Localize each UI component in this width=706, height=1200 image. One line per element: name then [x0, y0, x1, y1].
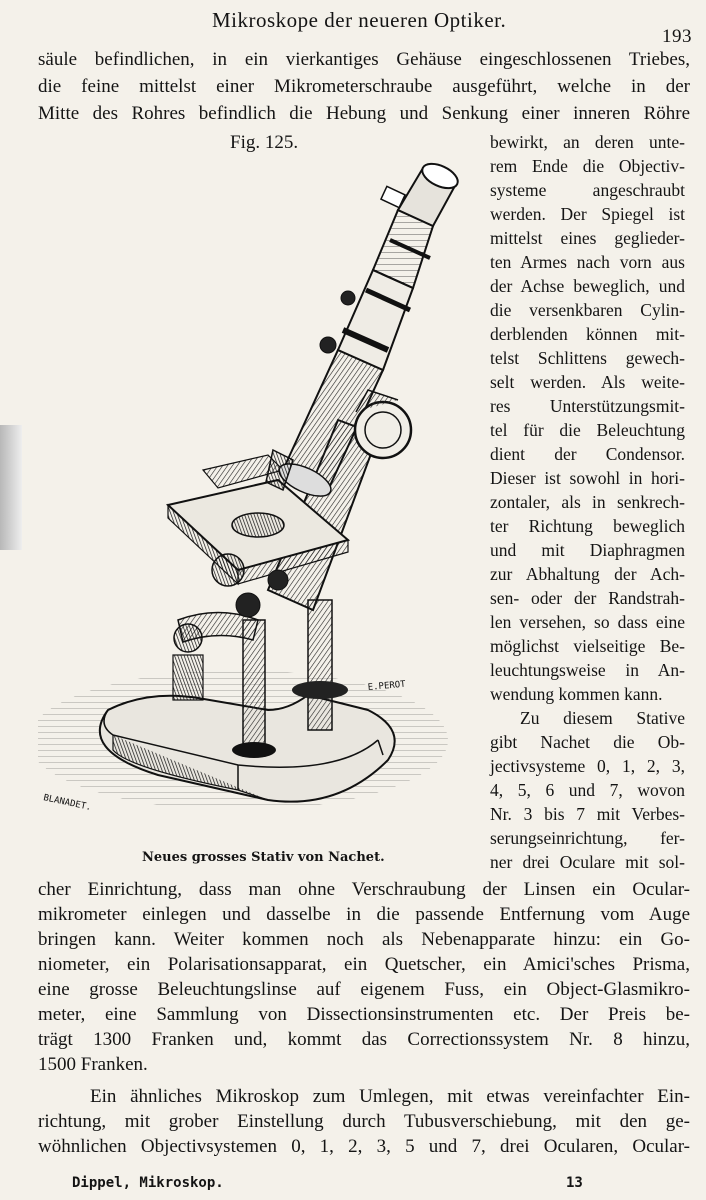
figure-caption: Neues grosses Stativ von Nachet. [142, 850, 385, 865]
column-line: serungseinrichtung, fer- [490, 828, 685, 848]
text-line: trägt 1300 Franken und, kommt das Correctionssystem Nr. 8 hinzu, [38, 1029, 690, 1050]
column-line: möglichst vielseitige Be- [490, 636, 685, 656]
text-line: eine grosse Beleuchtungslinse auf eigenem Fuss, ein Object-Glasmikro- [38, 979, 690, 1000]
column-line: bewirkt, an deren unte- [490, 132, 685, 152]
column-line: leuchtungsweise in An- [490, 660, 685, 680]
column-line: len versehen, so dass eine [490, 612, 685, 632]
column-line: telst Schlittens gewech- [490, 348, 685, 368]
text-line: säule befindlichen, in ein vierkantiges Gehäuse eingeschlossenen Triebes, [38, 49, 690, 70]
column-line: die versenkbaren Cylin- [490, 300, 685, 320]
page-number: 193 [662, 26, 692, 47]
page-edge-shadow [0, 425, 22, 550]
column-line: tel für die Beleuchtung [490, 420, 685, 440]
text-line: mikrometer einlegen und dasselbe in die passende Entfernung vom Auge [38, 904, 690, 925]
focus-drum [355, 402, 411, 458]
right-pillar [308, 600, 332, 730]
text-line: niometer, ein Polarisationsapparat, ein Quetscher, ein Amici'sches Prisma, [38, 954, 690, 975]
column-line: derblenden können mit- [490, 324, 685, 344]
column-line: selt werden. Als weite- [490, 372, 685, 392]
text-line: die feine mittelst einer Mikrometerschraube ausgeführt, welche in der [38, 76, 690, 97]
engraver-signature-right: E.PEROT [367, 679, 407, 693]
column-line: werden. Der Spiegel ist [490, 204, 685, 224]
text-line: meter, eine Sammlung von Dissectionsinstrumenten etc. Der Preis be- [38, 1004, 690, 1025]
column-line: zur Abhaltung der Ach- [490, 564, 685, 584]
column-line: Dieser ist sowohl in hori- [490, 468, 685, 488]
running-head-title: Mikroskope der neueren Optiker. [212, 8, 507, 32]
column-line: Zu diesem Stative [520, 708, 685, 728]
column-line: wendung kommen kann. [490, 684, 663, 704]
text-line: wöhnlichen Objectivsystemen 0, 1, 2, 3, 5 und 7, drei Ocularen, Ocular- [38, 1136, 690, 1157]
microscope-figure [38, 150, 488, 840]
text-line: cher Einrichtung, dass man ohne Verschraubung der Linsen ein Ocular- [38, 879, 690, 900]
column-line: dient der Condensor. [490, 444, 685, 464]
text-line: 1500 Franken. [38, 1054, 148, 1075]
left-pillar [243, 620, 265, 750]
column-line: gibt Nachet die Ob- [490, 732, 685, 752]
column-line: systeme angeschraubt [490, 180, 685, 200]
column-line: ter Richtung beweglich [490, 516, 685, 536]
column-line: mittelst eines geglieder- [490, 228, 685, 248]
text-line: Ein ähnliches Mikroskop zum Umlegen, mit etwas vereinfachter Ein- [90, 1086, 690, 1107]
engraver-signature-left: BLANADET. [42, 793, 93, 814]
column-line: 4, 5, 6 und 7, wovon [490, 780, 685, 800]
column-line: sen- oder der Randstrah- [490, 588, 685, 608]
column-line: ner drei Oculare mit sol- [490, 852, 685, 872]
column-line: und mit Diaphragmen [490, 540, 685, 560]
text-line: richtung, mit grober Einstellung durch Tubusverschiebung, mit den ge- [38, 1111, 690, 1132]
column-line: Nr. 3 bis 7 mit Verbes- [490, 804, 685, 824]
column-line: der Achse beweglich, und [490, 276, 685, 296]
text-line: Mitte des Rohres befindlich die Hebung und Senkung einer inneren Röhre [38, 103, 690, 124]
footer-signature: Dippel, Mikroskop. [72, 1175, 224, 1191]
column-line: jectivsysteme 0, 1, 2, 3, [490, 756, 685, 776]
figure-label: Fig. 125. [230, 132, 299, 153]
footer-sheet-number: 13 [566, 1175, 583, 1191]
column-line: rem Ende die Objectiv- [490, 156, 685, 176]
column-line: zontaler, als in senkrech- [490, 492, 685, 512]
text-line: bringen kann. Weiter kommen noch als Nebenapparate hinzu: ein Go- [38, 929, 690, 950]
column-line: ten Armes nach vorn aus [490, 252, 685, 272]
column-line: res Unterstützungsmit- [490, 396, 685, 416]
